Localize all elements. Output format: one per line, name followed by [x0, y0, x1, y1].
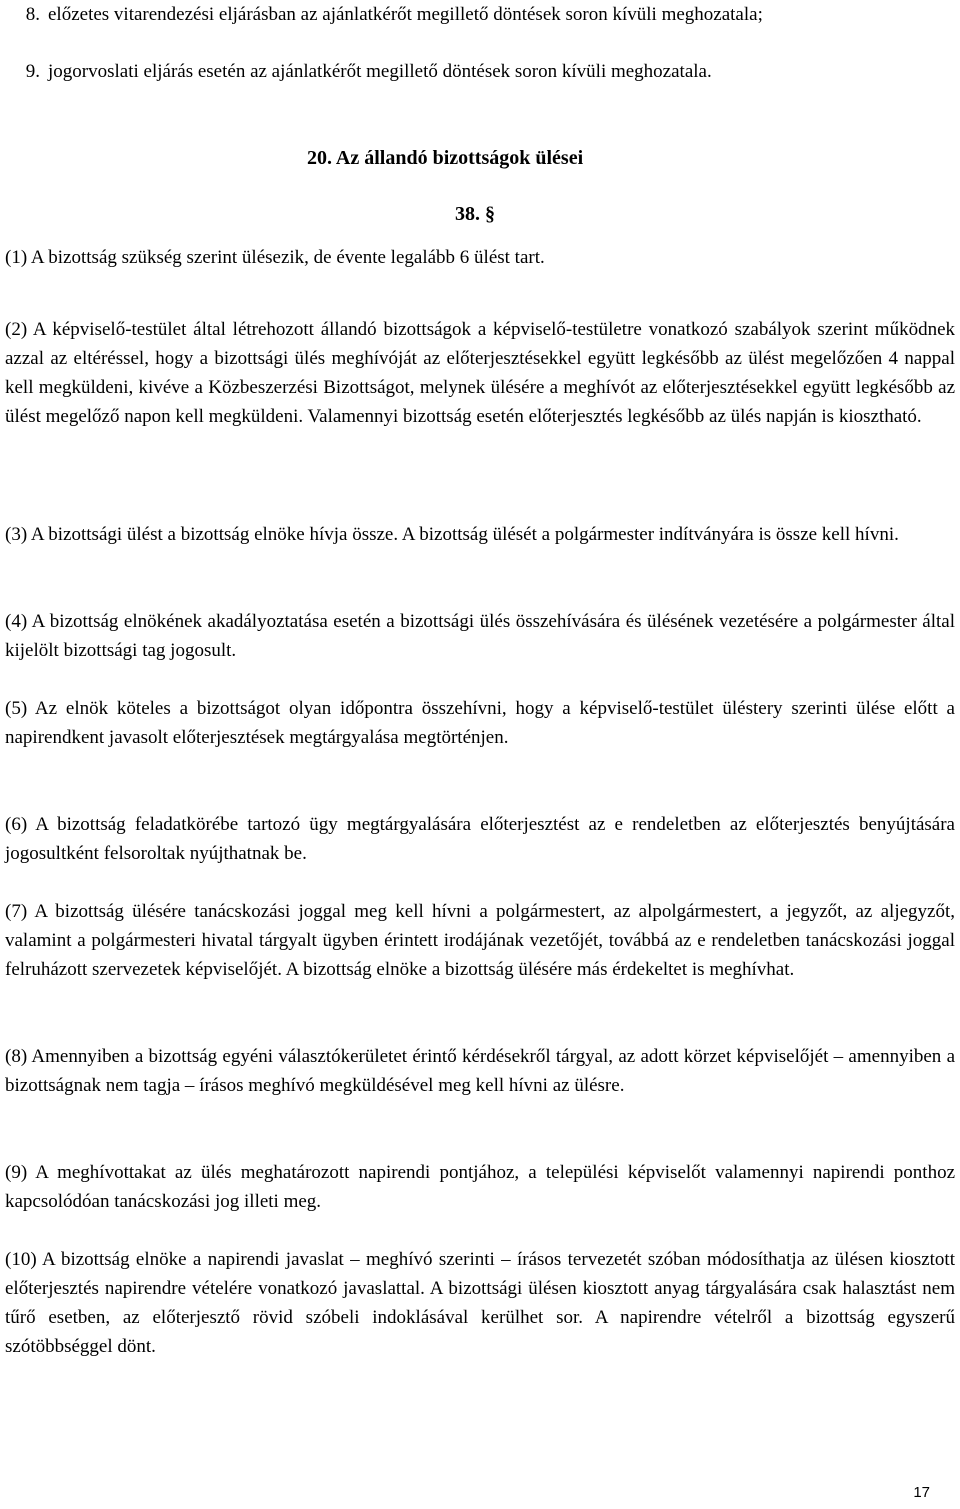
paragraph-10: (10) A bizottság elnöke a napirendi javaslat – meghívó szerinti – írásos tervezetét szóban módosíthatja az ülésen kiosztott előterjesztés napirendre vételére vonatkozó javaslattal. A bizottsági ülésen kiosztott anyag tárgyalására csak halasztást nem tűrő esetben, az előterjesztő rövid szóbeli indoklásával kerülhet sor. A napirendre vételről a bizottság egyszerű szótöbbséggel dönt. — [5, 1249, 955, 1357]
list-item-number: 8. — [25, 4, 40, 25]
page-number: 17 — [913, 1484, 930, 1501]
paragraph-5: (5) Az elnök köteles a bizottságot olyan időpontra összehívni, hogy a képviselő-testület üléstery szerinti ülése előtt a napirendkent javasolt előterjesztések megtárgyalása megtörténjen. — [5, 698, 955, 748]
list-item-number: 9. — [25, 61, 40, 82]
list-item — [25, 0, 928, 29]
paragraph-3: (3) A bizottsági ülést a bizottság elnöke hívja össze. A bizottság ülését a polgármester indítványára is össze kell hívni. — [5, 524, 899, 545]
paragraph-1: (1) A bizottság szükség szerint ülésezik, de évente legalább 6 ülést tart. — [5, 247, 545, 268]
section-heading: 20. Az állandó bizottságok ülései — [307, 147, 584, 169]
article-heading: 38. § — [455, 203, 495, 225]
paragraph-7: (7) A bizottság ülésére tanácskozási joggal meg kell hívni a polgármestert, az alpolgármestert, a jegyzőt, az aljegyzőt, valamint a polgármesteri hivatal tárgyalt ügyben érintett irodájának vezetőjét, továbbá az e rendeletben tanácskozási joggal felruházott szervezetek képviselőjét. A bizottság elnöke a bizottság ülésére más érdekeltet is meghívhat. — [5, 901, 955, 980]
list-item-text: előzetes vitarendezési eljárásban az ajánlatkérőt megillető döntések soron kívüli meghozatala; — [48, 4, 763, 25]
paragraph-6: (6) A bizottság feladatkörébe tartozó ügy megtárgyalására előterjesztést az e rendeletben az előterjesztés benyújtására jogosultként felsoroltak nyújthatnak be. — [5, 814, 955, 864]
paragraph-9: (9) A meghívottakat az ülés meghatározott napirendi pontjához, a települési képviselőt valamennyi napirendi ponthoz kapcsolódóan tanácskozási jog illeti meg. — [5, 1162, 955, 1212]
list-item — [25, 57, 928, 86]
list-item-text: jogorvoslati eljárás esetén az ajánlatkérőt megillető döntések soron kívüli meghozatala. — [48, 61, 712, 82]
paragraph-8: (8) Amennyiben a bizottság egyéni választókerületet érintő kérdésekről tárgyal, az adott körzet képviselőjét – amennyiben a bizottságnak nem tagja – írásos meghívó megküldésével meg kell hívni az ülésre. — [5, 1046, 955, 1096]
paragraph-2: (2) A képviselő-testület által létrehozott állandó bizottságok a képviselő-testületre vonatkozó szabályok szerint működnek azzal az eltéréssel, hogy a bizottsági ülés meghívóját az előterjesztésekkel együtt legkésőbb az ülést megelőzően 4 nappal kell megküldeni, kivéve a Közbeszerzési Bizottságot, melynek ülésére a meghívót az előterjesztésekkel együtt legkésőbb az ülést megelőző napon kell megküldeni. Valamennyi bizottság esetén előterjesztés legkésőbb az ülés napján is kiosztható. — [5, 319, 955, 427]
paragraph-4: (4) A bizottság elnökének akadályoztatása esetén a bizottsági ülés összehívására és ülésének vezetésére a polgármester által kijelölt bizottsági tag jogosult. — [5, 611, 955, 661]
